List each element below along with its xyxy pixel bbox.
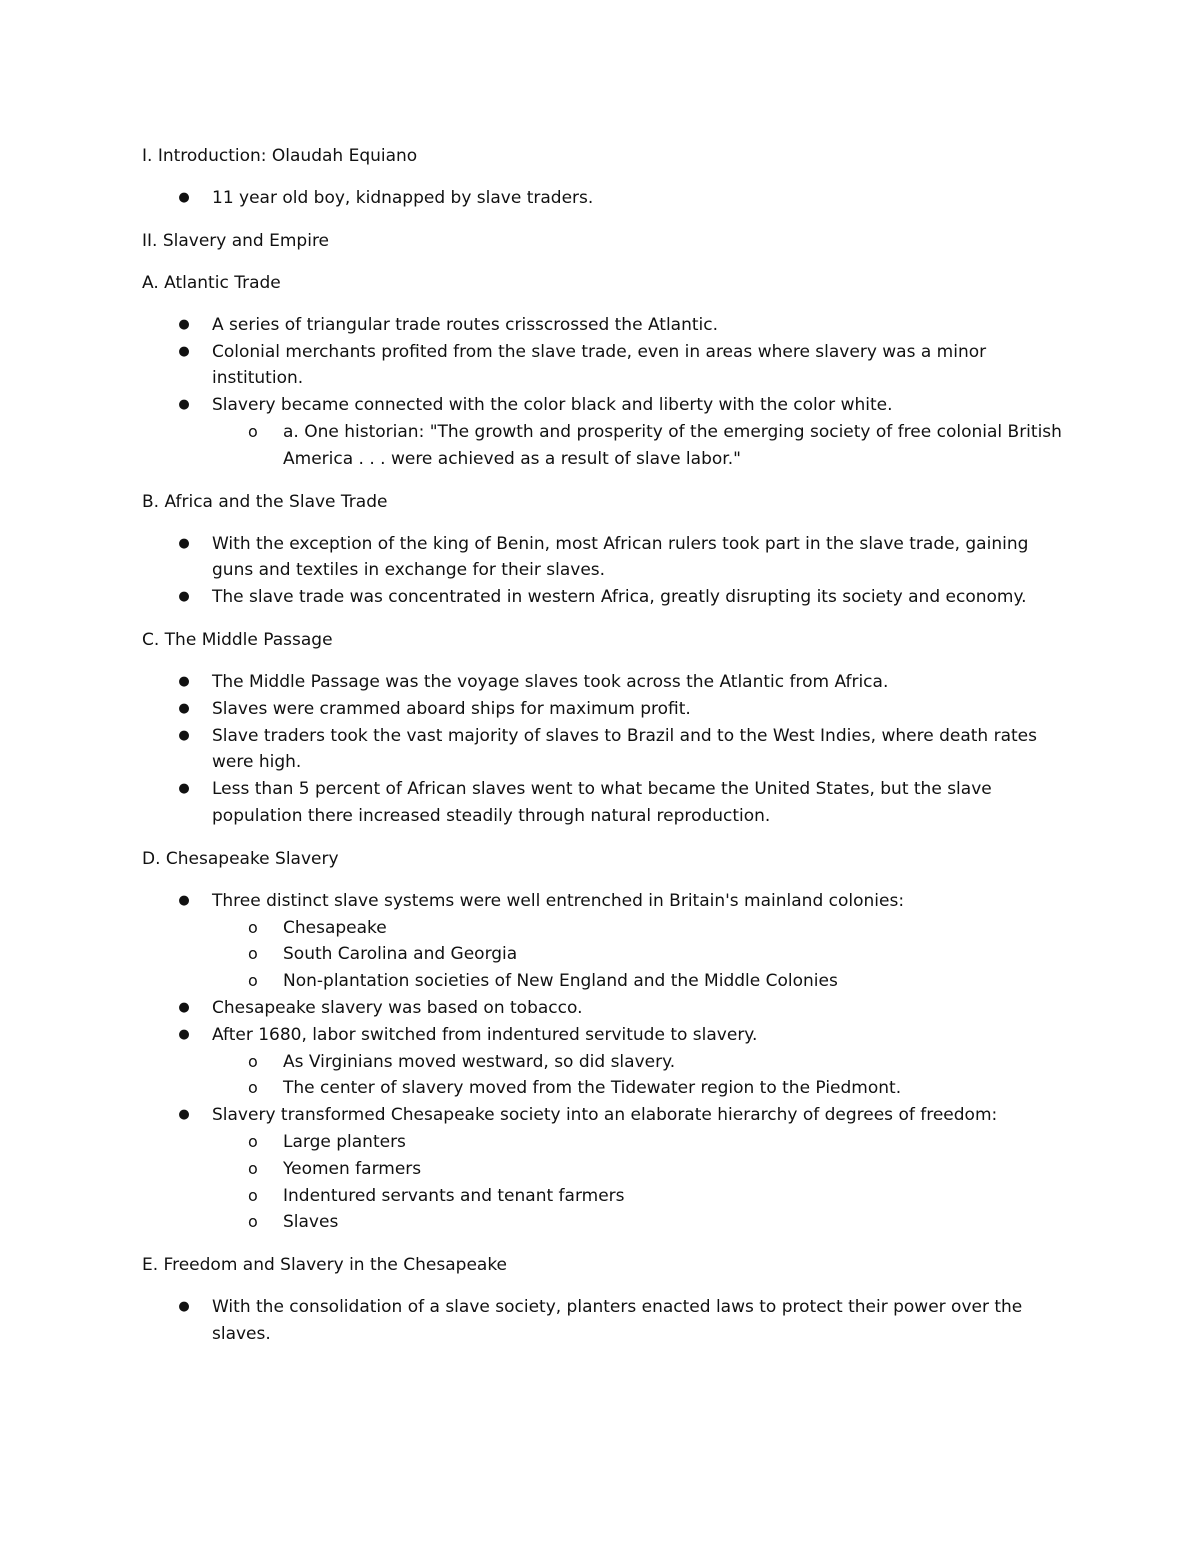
sub-bullet-item <box>212 1156 1072 1183</box>
bullet-item <box>142 1294 1072 1348</box>
sub-bullet-text: Yeomen farmers <box>283 1158 422 1179</box>
sub-bullet-item <box>212 1129 1072 1156</box>
bullet-icon: ● <box>178 535 190 551</box>
sub-bullet-item <box>212 1075 1072 1102</box>
bullet-item <box>142 696 1072 723</box>
bullet-item <box>142 185 1072 212</box>
section-heading: B. Africa and the Slave Trade <box>142 491 388 512</box>
bullet-text: 11 year old boy, kidnapped by slave traders. <box>212 188 594 208</box>
bullet-icon: ● <box>178 190 190 205</box>
bullet-text: With the exception of the king of Benin, most African rulers took part in the slave trade, gaining guns and textiles in exchange for their slaves. <box>212 533 1029 581</box>
sub-bullet-icon: o <box>248 1078 258 1098</box>
sub-bullet-icon: o <box>248 917 258 937</box>
sub-bullet-text: South Carolina and Georgia <box>283 944 518 965</box>
section-heading: I. Introduction: Olaudah Equiano <box>142 146 418 166</box>
sub-bullet-item <box>212 968 1072 995</box>
sub-bullet-list <box>212 1129 1072 1236</box>
sub-bullet-list <box>212 419 1072 473</box>
bullet-list <box>142 531 1072 611</box>
bullet-list <box>142 185 1072 212</box>
sub-bullet-text: Non-plantation societies of New England and the Middle Colonies <box>283 971 838 992</box>
bullet-icon: ● <box>178 1107 190 1123</box>
bullet-icon: ● <box>178 1299 190 1315</box>
bullet-icon: ● <box>178 892 190 908</box>
bullet-list <box>142 888 1072 1236</box>
sub-bullet-item <box>212 915 1072 942</box>
section-heading: C. The Middle Passage <box>142 629 333 650</box>
sub-bullet-item <box>212 941 1072 968</box>
bullet-icon: ● <box>178 1026 190 1042</box>
bullet-item <box>142 584 1072 611</box>
bullet-icon: ● <box>178 343 190 359</box>
bullet-item <box>142 888 1072 995</box>
sub-bullet-text: a. One historian: "The growth and prosperity of the emerging society of free colonial British America . . . were achieved as a result of slave labor." <box>283 421 1062 469</box>
bullet-text: The slave trade was concentrated in western Africa, greatly disrupting its society and economy. <box>212 587 1027 608</box>
bullet-text: Chesapeake slavery was based on tobacco. <box>212 997 583 1018</box>
sub-bullet-list <box>212 915 1072 995</box>
sub-bullet-text: Indentured servants and tenant farmers <box>283 1185 625 1206</box>
bullet-text: The Middle Passage was the voyage slaves took across the Atlantic from Africa. <box>212 671 889 692</box>
bullet-icon: ● <box>178 673 190 689</box>
bullet-item <box>142 995 1072 1022</box>
sub-bullet-list <box>212 1049 1072 1103</box>
sub-bullet-icon: o <box>248 1212 258 1232</box>
bullet-list <box>142 312 1072 473</box>
bullet-item <box>142 392 1072 472</box>
bullet-list <box>142 1294 1072 1348</box>
section-heading: A. Atlantic Trade <box>142 272 281 293</box>
bullet-icon: ● <box>178 781 190 797</box>
bullet-item <box>142 339 1072 393</box>
bullet-text: Slavery transformed Chesapeake society into an elaborate hierarchy of degrees of freedom: <box>212 1105 998 1126</box>
section-heading: II. Slavery and Empire <box>142 230 330 251</box>
bullet-text: Less than 5 percent of African slaves went to what became the United States, but the slave population there increased steadily through natural reproduction. <box>212 779 992 826</box>
sub-bullet-icon: o <box>248 1131 258 1151</box>
sub-bullet-text: Chesapeake <box>283 917 387 938</box>
sub-bullet-text: As Virginians moved westward, so did slavery. <box>283 1051 676 1072</box>
sub-bullet-text: Large planters <box>283 1131 406 1152</box>
bullet-list <box>142 669 1072 830</box>
bullet-item <box>142 669 1072 696</box>
sub-bullet-icon: o <box>248 944 258 964</box>
bullet-icon: ● <box>178 700 190 716</box>
bullet-item <box>142 312 1072 339</box>
bullet-text: A series of triangular trade routes crisscrossed the Atlantic. <box>212 314 718 335</box>
bullet-item <box>142 1102 1072 1236</box>
sub-bullet-text: Slaves <box>283 1212 339 1233</box>
sub-bullet-icon: o <box>248 1185 258 1205</box>
sub-bullet-icon: o <box>248 1158 258 1178</box>
sub-bullet-icon: o <box>248 971 258 991</box>
bullet-text: Three distinct slave systems were well entrenched in Britain's mainland colonies: <box>212 890 905 911</box>
bullet-icon: ● <box>178 999 190 1015</box>
bullet-item <box>142 776 1072 830</box>
bullet-text: Slave traders took the vast majority of slaves to Brazil and to the West Indies, where death rates were high. <box>212 725 1037 773</box>
bullet-item <box>142 1022 1072 1102</box>
bullet-icon: ● <box>178 589 190 605</box>
sub-bullet-icon: o <box>248 1051 258 1071</box>
sub-bullet-item <box>212 1049 1072 1076</box>
bullet-icon: ● <box>178 727 190 743</box>
bullet-item <box>142 531 1072 585</box>
document-body <box>142 143 1072 1364</box>
bullet-text: Slaves were crammed aboard ships for maximum profit. <box>212 698 691 719</box>
bullet-icon: ● <box>178 316 190 332</box>
sub-bullet-icon: o <box>248 421 258 441</box>
bullet-text: With the consolidation of a slave society, planters enacted laws to protect their power over the slaves. <box>212 1297 1023 1344</box>
bullet-item <box>142 723 1072 777</box>
bullet-text: Slavery became connected with the color black and liberty with the color white. <box>212 395 893 416</box>
sub-bullet-item <box>212 1183 1072 1210</box>
section-heading: D. Chesapeake Slavery <box>142 848 339 869</box>
bullet-icon: ● <box>178 397 190 413</box>
bullet-text: Colonial merchants profited from the slave trade, even in areas where slavery was a minor institution. <box>212 341 987 389</box>
section-heading: E. Freedom and Slavery in the Chesapeake <box>142 1255 508 1276</box>
sub-bullet-item <box>212 1209 1072 1236</box>
bullet-text: After 1680, labor switched from indentured servitude to slavery. <box>212 1024 758 1045</box>
sub-bullet-text: The center of slavery moved from the Tidewater region to the Piedmont. <box>283 1078 902 1099</box>
sub-bullet-item <box>212 419 1072 473</box>
